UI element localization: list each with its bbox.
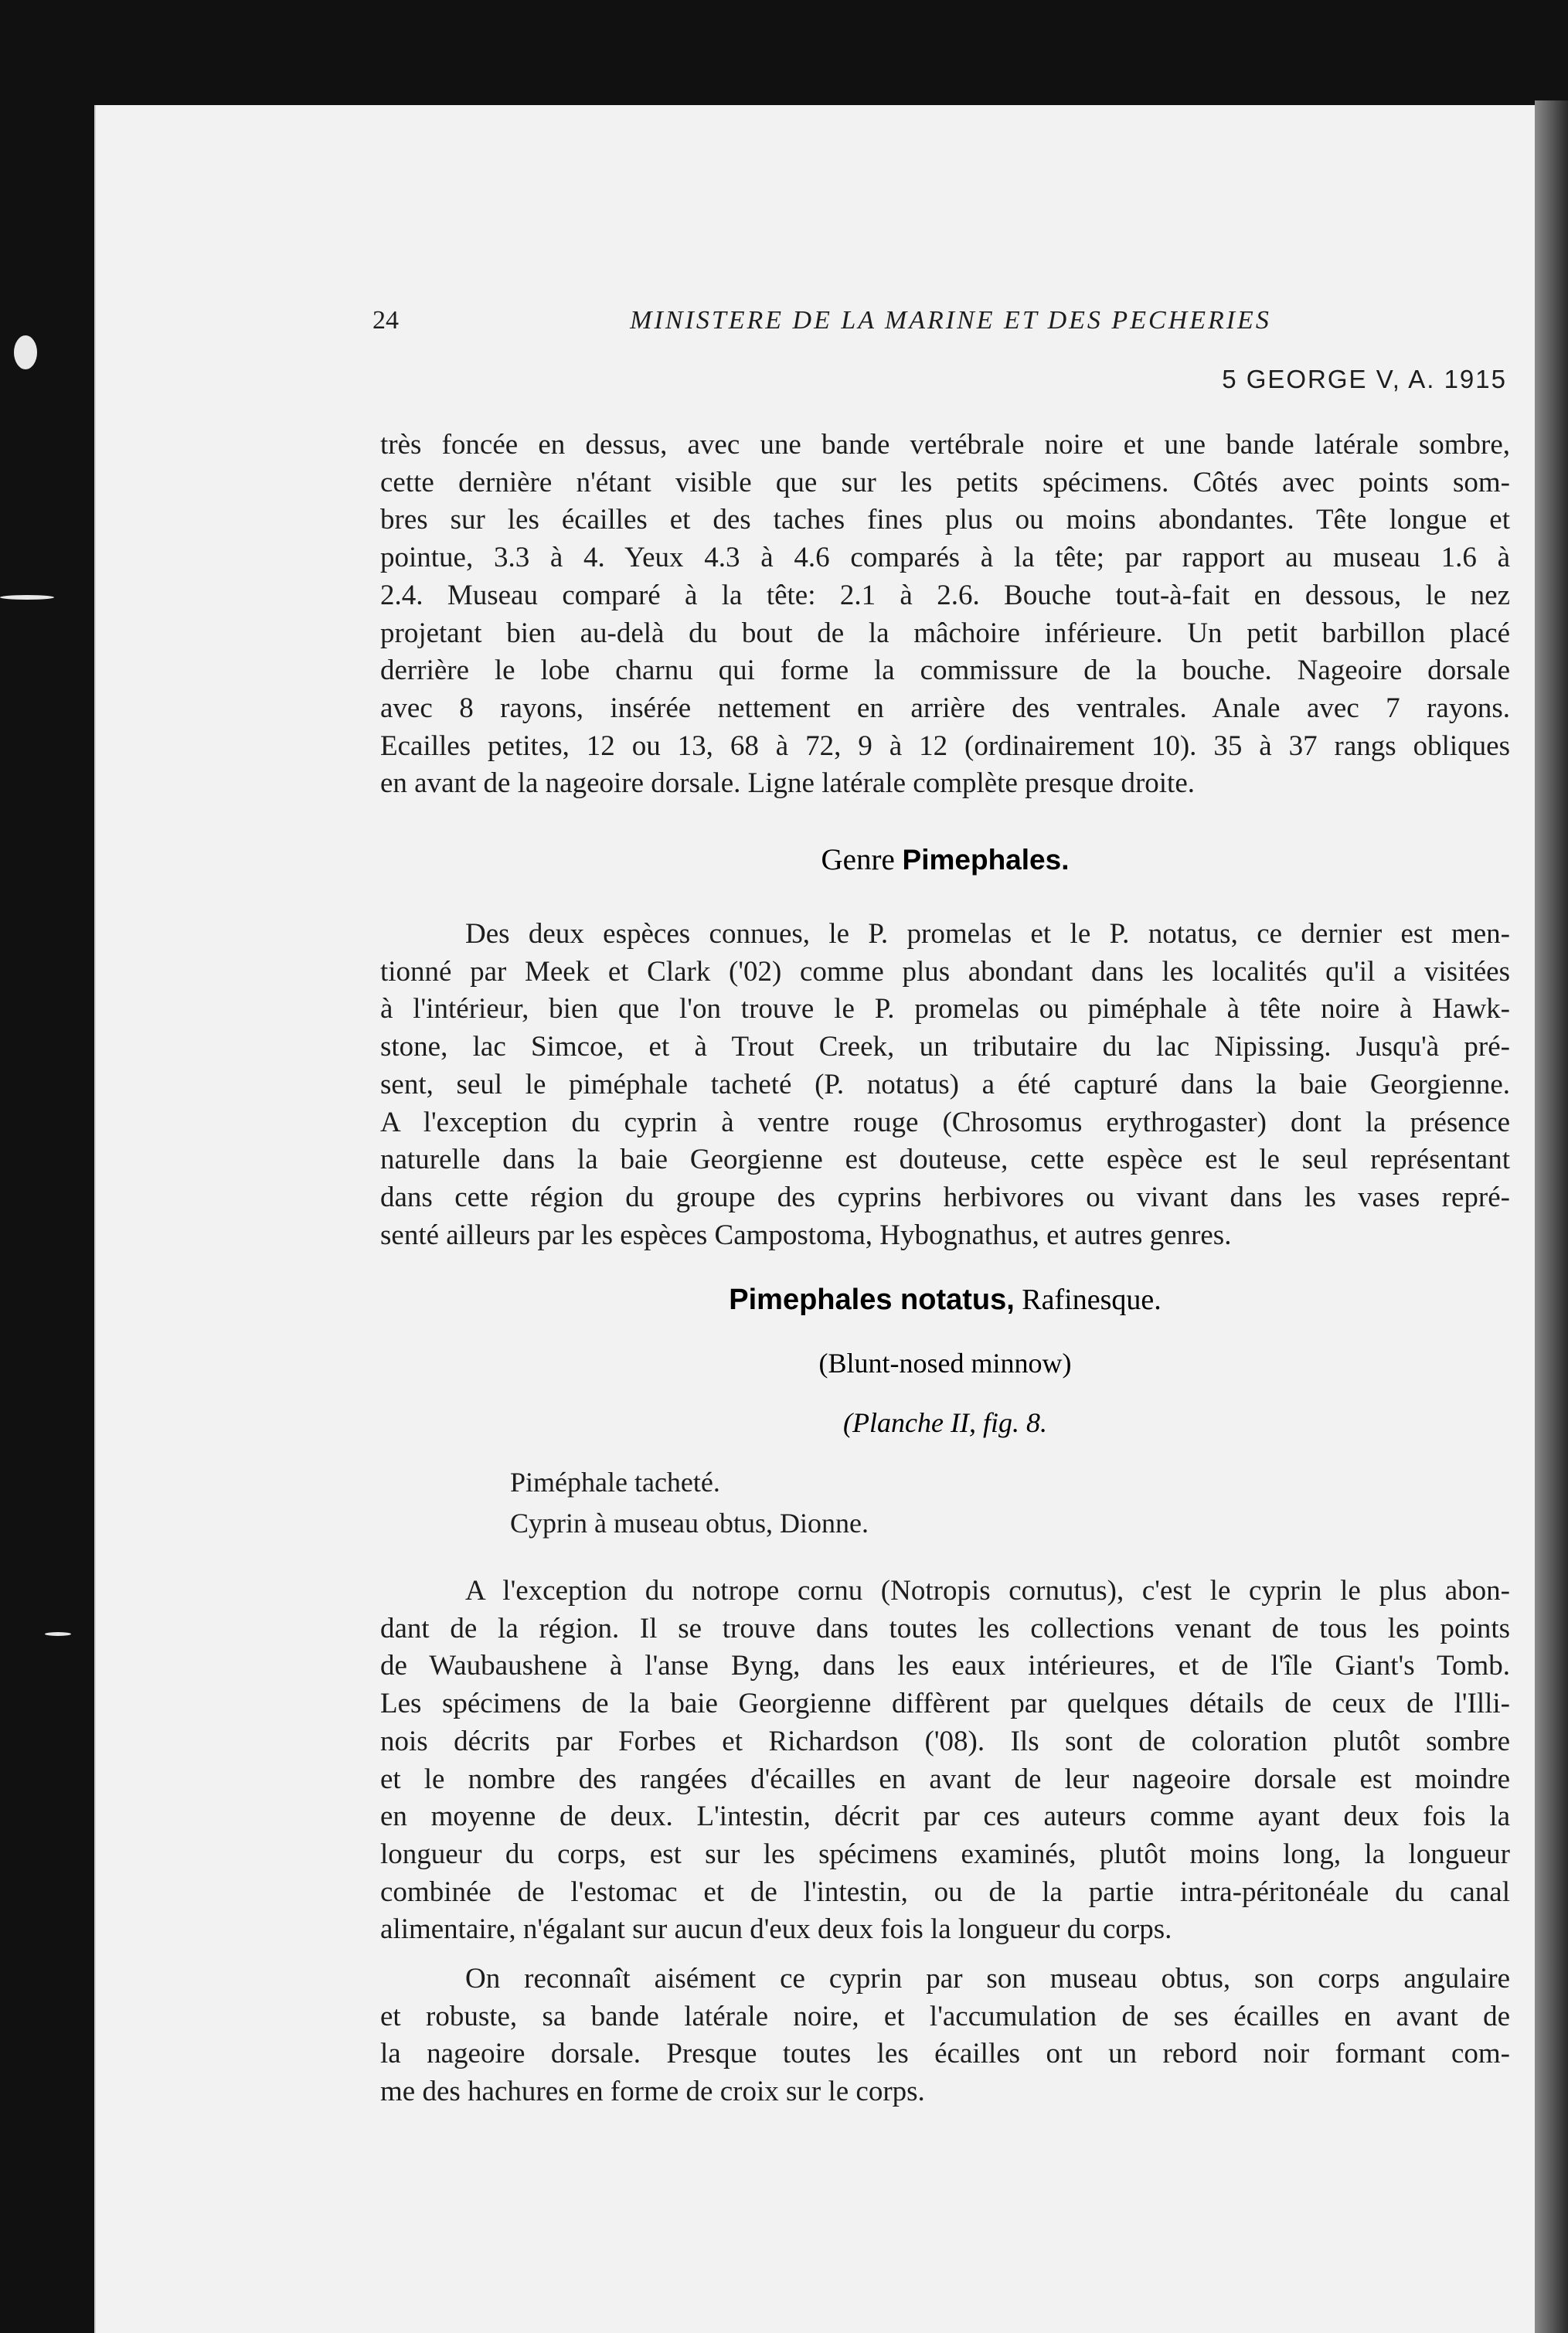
text-line: dant de la région. Il se trouve dans toutes les collections venant de tous les points	[380, 1612, 1510, 1644]
page-edge-shadow	[1535, 100, 1568, 2333]
text-line: derrière le lobe charnu qui forme la commissure de la bouche. Nageoire dorsale	[380, 655, 1510, 687]
text-line: me des hachures en forme de croix sur le corps.	[380, 2076, 925, 2108]
text-line: avec 8 rayons, insérée nettement en arrière des ventrales. Anale avec 7 rayons.	[380, 692, 1510, 724]
species-name: Pimephales notatus,	[729, 1284, 1015, 1316]
text-line: stone, lac Simcoe, et à Trout Creek, un tributaire du lac Nipissing. Jusqu'à pré-	[380, 1031, 1510, 1063]
genre-prefix: Genre	[821, 843, 895, 876]
text-line: On reconnaît aisément ce cyprin par son museau obtus, son corps angulaire	[465, 1963, 1510, 1995]
text-line: nois décrits par Forbes et Richardson ('08). Ils sont de coloration plutôt sombre	[380, 1725, 1510, 1757]
paragraph-identification	[380, 1961, 1510, 2111]
text-line: alimentaire, n'égalant sur aucun d'eux deux fois la longueur du corps.	[380, 1913, 1172, 1946]
text-line: sent, seul le piméphale tacheté (P. notatus) a été capturé dans la baie Georgienne.	[380, 1068, 1510, 1100]
text-line: pointue, 3.3 à 4. Yeux 4.3 à 4.6 comparés à la tête; par rapport au museau 1.6 à	[380, 542, 1510, 574]
text-line: tionné par Meek et Clark ('02) comme plus abondant dans les localités qu'il a visitées	[380, 955, 1510, 988]
text-line: la nageoire dorsale. Presque toutes les écailles ont un rebord noir formant com-	[380, 2038, 1510, 2070]
scan-speck	[45, 1632, 71, 1636]
text-line: à l'intérieur, bien que l'on trouve le P. promelas ou piméphale à tête noire à Hawk-	[380, 993, 1510, 1025]
text-line: très foncée en dessus, avec une bande vertébrale noire et une bande latérale sombre,	[380, 429, 1510, 461]
scan-speck	[0, 595, 54, 600]
text-line: longueur du corps, est sur les spécimens examinés, plutôt moins long, la longueur	[380, 1838, 1510, 1870]
species-author: Rafinesque.	[1022, 1284, 1162, 1316]
text-line: A l'exception du cyprin à ventre rouge (Chrosomus erythrogaster) dont la présence	[380, 1106, 1510, 1138]
text-line: de Waubaushene à l'anse Byng, dans les eaux intérieures, et de l'île Giant's Tomb.	[380, 1650, 1510, 1682]
text-line: et robuste, sa bande latérale noire, et l'accumulation de ses écailles en avant de	[380, 2000, 1510, 2032]
species-heading	[380, 1283, 1510, 1317]
text-line: Les spécimens de la baie Georgienne diffèrent par quelques détails de ceux de l'Illi-	[380, 1688, 1510, 1720]
text-line: senté ailleurs par les espèces Campostoma, Hybognathus, et autres genres.	[380, 1219, 1232, 1251]
session-label: 5 GEORGE V, A. 1915	[1222, 365, 1507, 393]
text-line: A l'exception du notrope cornu (Notropis cornutus), c'est le cyprin le plus abon-	[465, 1575, 1510, 1607]
text-line: projetant bien au-delà du bout de la mâchoire inférieure. Un petit barbillon placé	[380, 617, 1510, 649]
paragraph-distribution	[380, 1573, 1510, 1949]
text-line: bres sur les écailles et des taches fines plus ou moins abondantes. Tête longue et	[380, 504, 1510, 536]
text-line: dans cette région du groupe des cyprins herbivores ou vivant dans les vases repré-	[380, 1181, 1510, 1213]
paragraph-description	[380, 427, 1510, 803]
text-line: Des deux espèces connues, le P. promelas et le P. notatus, ce dernier est men-	[465, 918, 1510, 950]
text-line: et le nombre des rangées d'écailles en avant de leur nageoire dorsale est moindre	[380, 1763, 1510, 1795]
text-line: combinée de l'estomac et de l'intestin, ou de la partie intra-péritonéale du canal	[380, 1876, 1510, 1908]
scan-speck	[14, 335, 37, 369]
running-title: MINISTERE DE LA MARINE ET DES PECHERIES	[630, 306, 1271, 335]
text-line: en moyenne de deux. L'intestin, décrit par ces auteurs comme ayant deux fois la	[380, 1801, 1510, 1833]
genre-heading	[380, 842, 1510, 877]
common-name: (Blunt-nosed minnow)	[818, 1348, 1072, 1379]
text-line: 2.4. Museau comparé à la tête: 2.1 à 2.6. Bouche tout-à-fait en dessous, le nez	[380, 579, 1510, 611]
text-line: en avant de la nageoire dorsale. Ligne latérale complète presque droite.	[380, 767, 1196, 800]
plate-reference: (Planche II, fig. 8.	[843, 1407, 1047, 1438]
text-line: naturelle dans la baie Georgienne est douteuse, cette espèce est le seul représentant	[380, 1144, 1510, 1176]
synonym: Piméphale tacheté.	[510, 1467, 720, 1498]
page-number: 24	[372, 306, 399, 335]
text-line: cette dernière n'étant visible que sur les petits spécimens. Côtés avec points som-	[380, 466, 1510, 498]
paragraph-genre	[380, 916, 1510, 1254]
genre-name: Pimephales.	[902, 844, 1070, 876]
text-line: Ecailles petites, 12 ou 13, 68 à 72, 9 à 12 (ordinairement 10). 35 à 37 rangs obliques	[380, 729, 1510, 762]
synonym: Cyprin à museau obtus, Dionne.	[510, 1508, 869, 1539]
